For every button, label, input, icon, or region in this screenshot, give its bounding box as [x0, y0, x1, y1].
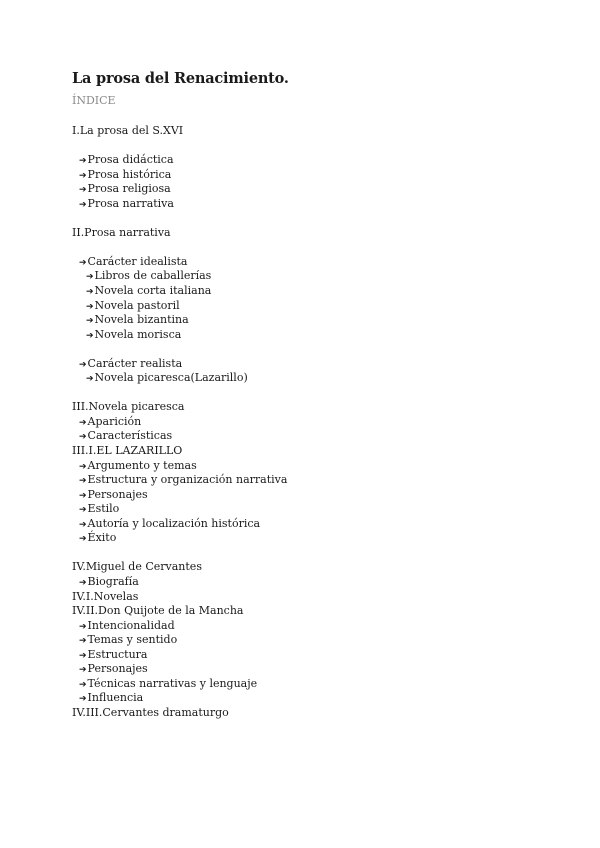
toc-section — [72, 124, 532, 139]
toc-item — [72, 648, 532, 663]
toc-item-label: Prosa histórica — [87, 167, 172, 181]
toc-item — [72, 371, 532, 386]
right-arrow-icon: ➔ — [86, 316, 94, 327]
toc-item — [72, 328, 532, 343]
index-heading: ÍNDICE — [72, 94, 116, 107]
toc-item — [72, 313, 532, 328]
toc-item-label: IV.II.Don Quijote de la Mancha — [72, 604, 244, 618]
toc-item-label: Éxito — [87, 531, 117, 545]
toc-item-label: Prosa religiosa — [87, 182, 171, 196]
right-arrow-icon: ➔ — [86, 301, 94, 312]
toc-item-label: II.Prosa narrativa — [72, 225, 171, 239]
right-arrow-icon: ➔ — [79, 417, 87, 428]
toc-item — [72, 662, 532, 677]
toc-item-label: Novela corta italiana — [94, 284, 212, 298]
toc-item — [72, 299, 532, 314]
toc-item — [72, 677, 532, 692]
toc-item — [72, 357, 532, 372]
toc-item-label: Intencionalidad — [87, 618, 175, 632]
toc-item — [72, 284, 532, 299]
toc-section — [72, 400, 532, 415]
toc-item-label: Estilo — [87, 502, 120, 516]
right-arrow-icon: ➔ — [79, 577, 87, 588]
toc-item-label: Estructura y organización narrativa — [87, 473, 288, 487]
right-arrow-icon: ➔ — [79, 665, 87, 676]
right-arrow-icon: ➔ — [79, 156, 87, 167]
right-arrow-icon: ➔ — [86, 330, 94, 341]
right-arrow-icon: ➔ — [79, 185, 87, 196]
toc-item-label: I.La prosa del S.XVI — [72, 124, 184, 137]
right-arrow-icon: ➔ — [79, 694, 87, 705]
right-arrow-icon: ➔ — [86, 272, 94, 283]
toc-item — [72, 429, 532, 444]
toc-item-label: Técnicas narrativas y lenguaje — [87, 676, 258, 690]
blank-line — [72, 342, 532, 357]
document-title: La prosa del Renacimiento. — [72, 70, 289, 87]
toc-item-label: IV.I.Novelas — [72, 589, 139, 603]
toc-item — [72, 633, 532, 648]
right-arrow-icon: ➔ — [86, 287, 94, 298]
toc-item-label: Autoría y localización histórica — [87, 516, 261, 530]
right-arrow-icon: ➔ — [79, 257, 87, 268]
right-arrow-icon: ➔ — [79, 519, 87, 530]
blank-line — [72, 386, 532, 401]
toc-item — [72, 473, 532, 488]
toc-section — [72, 706, 532, 721]
blank-line — [72, 240, 532, 255]
toc-section — [72, 444, 532, 459]
toc-item — [72, 502, 532, 517]
right-arrow-icon: ➔ — [79, 490, 87, 501]
right-arrow-icon: ➔ — [79, 505, 87, 516]
toc-item — [72, 182, 532, 197]
toc-item — [72, 488, 532, 503]
toc-item-label: Novela pastoril — [94, 298, 180, 312]
right-arrow-icon: ➔ — [79, 359, 87, 370]
toc-item — [72, 531, 532, 546]
toc-item-label: Aparición — [87, 414, 142, 428]
toc-item-label: Novela morisca — [94, 327, 182, 341]
right-arrow-icon: ➔ — [86, 374, 94, 385]
toc-item — [72, 269, 532, 284]
blank-line — [72, 211, 532, 226]
right-arrow-icon: ➔ — [79, 679, 87, 690]
table-of-contents — [72, 124, 532, 720]
toc-item — [72, 459, 532, 474]
toc-item-label: Carácter realista — [87, 356, 183, 370]
toc-item-label: III.I.EL LAZARILLO — [72, 444, 183, 458]
toc-item-label: Influencia — [87, 691, 144, 705]
toc-item — [72, 619, 532, 634]
blank-line — [72, 546, 532, 561]
toc-item-label: Personajes — [87, 662, 148, 676]
toc-item-label: IV.Miguel de Cervantes — [72, 560, 202, 574]
toc-item — [72, 153, 532, 168]
right-arrow-icon: ➔ — [79, 636, 87, 647]
blank-line — [72, 139, 532, 154]
toc-item — [72, 517, 532, 532]
toc-item-label: Temas y sentido — [87, 633, 178, 647]
right-arrow-icon: ➔ — [79, 170, 87, 181]
toc-item — [72, 691, 532, 706]
toc-item-label: Estructura — [87, 647, 148, 661]
toc-item-label: III.Novela picaresca — [72, 400, 185, 414]
right-arrow-icon: ➔ — [79, 650, 87, 661]
toc-item-label: Biografía — [87, 574, 139, 588]
toc-section — [72, 226, 532, 241]
toc-item — [72, 415, 532, 430]
toc-section — [72, 590, 532, 605]
right-arrow-icon: ➔ — [79, 476, 87, 487]
toc-section — [72, 604, 532, 619]
toc-item — [72, 575, 532, 590]
toc-item-label: Novela bizantina — [94, 313, 189, 327]
toc-item-label: Argumento y temas — [87, 458, 197, 472]
toc-item-label: Personajes — [87, 487, 148, 501]
right-arrow-icon: ➔ — [79, 432, 87, 443]
toc-item-label: Carácter idealista — [87, 254, 188, 268]
toc-item-label: Características — [87, 429, 173, 443]
right-arrow-icon: ➔ — [79, 534, 87, 545]
right-arrow-icon: ➔ — [79, 621, 87, 632]
toc-item-label: Novela picaresca(Lazarillo) — [94, 371, 248, 385]
right-arrow-icon: ➔ — [79, 461, 87, 472]
toc-section — [72, 560, 532, 575]
toc-item — [72, 255, 532, 270]
toc-item-label: Prosa narrativa — [87, 196, 174, 210]
toc-item-label: Prosa didáctica — [87, 153, 174, 167]
toc-item — [72, 168, 532, 183]
toc-item-label: IV.III.Cervantes dramaturgo — [72, 705, 229, 719]
toc-item-label: Libros de caballerías — [94, 269, 212, 283]
right-arrow-icon: ➔ — [79, 199, 87, 210]
toc-item — [72, 197, 532, 212]
